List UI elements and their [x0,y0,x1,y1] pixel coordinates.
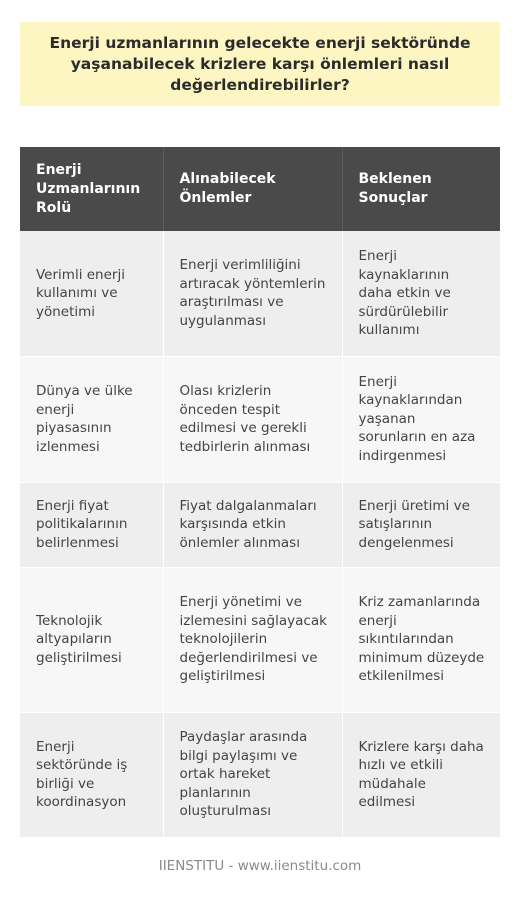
table-cell-measures: Fiyat dalgalanmaları karşısında etkin önlemler alınması [163,482,342,567]
table-cell-measures: Enerji yönetimi ve izlemesini sağlayacak teknolojilerin değerlendirilmesi ve geliştirilmesi [163,567,342,712]
table-cell-role: Enerji fiyat politikalarının belirlenmesi [20,482,163,567]
column-header-role: Enerji Uzmanlarının Rolü [20,147,163,231]
table-cell-measures: Enerji verimliliğini artıracak yöntemlerin araştırılması ve uygulanması [163,231,342,356]
table-row [20,231,500,356]
table-cell-measures: Paydaşlar arasında bilgi paylaşımı ve ortak hareket planlarının oluşturulması [163,712,342,837]
table-row [20,567,500,712]
comparison-table [20,147,500,838]
column-header-results: Beklenen Sonuçlar [342,147,500,231]
table-header-row [20,147,500,231]
table-row [20,482,500,567]
table-cell-results: Krizlere karşı daha hızlı ve etkili müdahale edilmesi [342,712,500,837]
title-banner [20,22,500,106]
page-title: Enerji uzmanlarının gelecekte enerji sektöründe yaşanabilecek krizlere karşı önlemleri nasıl değerlendirebilirler? [49,33,471,94]
table-row [20,712,500,837]
table-cell-results: Kriz zamanlarında enerji sıkıntılarından minimum düzeyde etkilenilmesi [342,567,500,712]
table-row [20,356,500,482]
table-cell-results: Enerji kaynaklarından yaşanan sorunların en aza indirgenmesi [342,356,500,482]
table-cell-results: Enerji kaynaklarının daha etkin ve sürdürülebilir kullanımı [342,231,500,356]
table-cell-role: Dünya ve ülke enerji piyasasının izlenmesi [20,356,163,482]
table-cell-role: Teknolojik altyapıların geliştirilmesi [20,567,163,712]
table-cell-role: Enerji sektöründe iş birliği ve koordinasyon [20,712,163,837]
table-cell-measures: Olası krizlerin önceden tespit edilmesi ve gerekli tedbirlerin alınması [163,356,342,482]
table-cell-role: Verimli enerji kullanımı ve yönetimi [20,231,163,356]
footer-credit: IIENSTITU - www.iienstitu.com [158,858,362,874]
table-cell-results: Enerji üretimi ve satışlarının dengelenmesi [342,482,500,567]
column-header-measures: Alınabilecek Önlemler [163,147,342,231]
